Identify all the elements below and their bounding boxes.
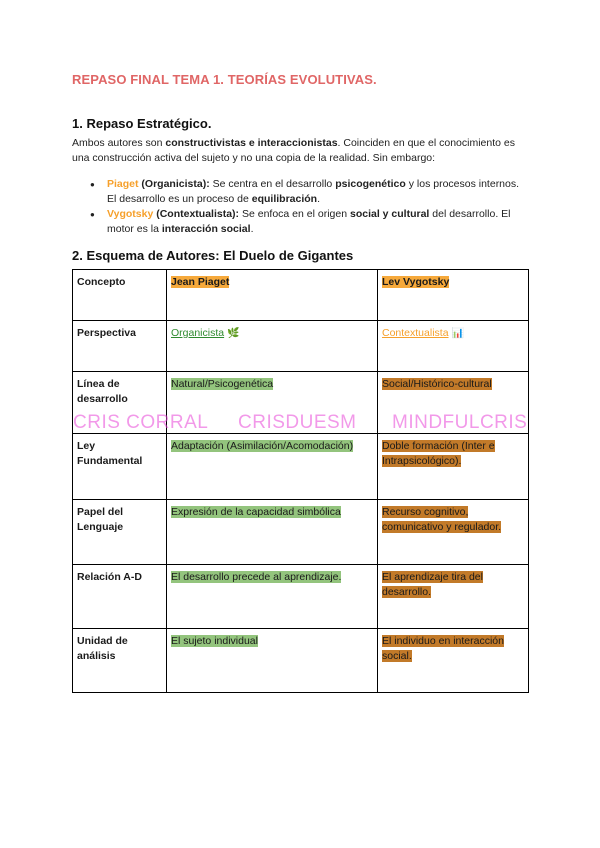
vygotsky-cell [378, 372, 529, 434]
piaget-cell [167, 629, 378, 693]
vygotsky-value: Recurso cognitivo, comunicativo y regulador. [382, 506, 502, 533]
vygotsky-text-3: . [250, 223, 254, 235]
plant-icon: 🌿 [227, 328, 240, 339]
piaget-cell [167, 372, 378, 434]
piaget-qualifier: (Organicista): [138, 178, 210, 190]
piaget-cell [167, 500, 378, 565]
row-label-cell [73, 629, 167, 693]
watermark-text: CRISDUESM [238, 412, 357, 433]
header-piaget [167, 270, 378, 321]
table-row [73, 565, 529, 629]
contextualista-link[interactable]: Contextualista [382, 327, 449, 339]
table-row [73, 500, 529, 565]
row-label: Unidad de análisis [77, 635, 128, 662]
row-label: Perspectiva [77, 327, 136, 339]
vygotsky-value: El aprendizaje tira del desarrollo. [382, 571, 483, 598]
vygotsky-text-1: Se enfoca en el origen [239, 208, 350, 220]
piaget-cell [167, 565, 378, 629]
row-label: Ley Fundamental [77, 440, 143, 467]
piaget-bold-1: psicogenético [335, 178, 406, 190]
piaget-value: El sujeto individual [171, 635, 258, 647]
vygotsky-cell [378, 629, 529, 693]
row-label: Papel del Lenguaje [77, 506, 124, 533]
row-label: Relación A-D [77, 571, 142, 583]
authors-table [72, 269, 529, 693]
bullet-vygotsky [90, 207, 530, 237]
table-row [73, 321, 529, 372]
intro-text-1: Ambos autores son [72, 137, 166, 149]
piaget-text-1: Se centra en el desarrollo [209, 178, 336, 190]
chart-icon: 📊 [451, 328, 464, 339]
row-label: Línea de desarrollo [77, 378, 128, 405]
row-label-cell [73, 321, 167, 372]
piaget-value: Adaptación (Asimilación/Acomodación) [171, 440, 354, 452]
vygotsky-value: Social/Histórico-cultural [382, 378, 492, 390]
intro-paragraph [72, 136, 532, 166]
vygotsky-bold-1: social y cultural [349, 208, 430, 220]
vygotsky-cell [378, 500, 529, 565]
piaget-text-3: . [317, 193, 321, 205]
row-label-cell [73, 434, 167, 500]
document-title: REPASO FINAL TEMA 1. TEORÍAS EVOLUTIVAS. [72, 72, 377, 87]
vygotsky-value: Doble formación (Inter e Intrapsicológico). [382, 440, 495, 467]
section-1-heading: 1. Repaso Estratégico. [72, 116, 212, 131]
vygotsky-value: El individuo en interacción social. [382, 635, 504, 662]
header-vygotsky-label: Lev Vygotsky [382, 276, 450, 288]
vygotsky-cell [378, 321, 529, 372]
table-row [73, 372, 529, 434]
row-label-cell [73, 565, 167, 629]
intro-bold: constructivistas e interaccionistas [165, 137, 338, 149]
vygotsky-text-2: del desarrollo. El motor es la [107, 208, 511, 235]
piaget-bold-2: equilibración [251, 193, 318, 205]
table-row [73, 629, 529, 693]
vygotsky-cell [378, 434, 529, 500]
watermark-text: CRIS CORRAL [73, 412, 209, 433]
intro-text-2: . Coinciden en que el conocimiento es una construcción activa del sujeto y no una copia de la realidad. Sin embargo: [72, 137, 515, 164]
piaget-cell [167, 321, 378, 372]
header-concept-label: Concepto [77, 276, 126, 288]
section-2-heading: 2. Esquema de Autores: El Duelo de Gigantes [72, 248, 354, 263]
table-header-row [73, 270, 529, 321]
row-label-cell [73, 372, 167, 434]
piaget-value: Natural/Psicogenética [171, 378, 274, 390]
header-piaget-label: Jean Piaget [171, 276, 230, 288]
vygotsky-name: Vygotsky [107, 208, 154, 220]
row-label-cell [73, 500, 167, 565]
header-concept [73, 270, 167, 321]
vygotsky-bold-2: interacción social [161, 223, 251, 235]
piaget-value: Expresión de la capacidad simbólica [171, 506, 341, 518]
watermark-text: MINDFULCRIS [392, 412, 528, 433]
bullet-piaget [90, 177, 530, 207]
table-row [73, 434, 529, 500]
piaget-cell [167, 434, 378, 500]
piaget-value: El desarrollo precede al aprendizaje. [171, 571, 342, 583]
organicista-link[interactable]: Organicista [171, 327, 225, 339]
vygotsky-qualifier: (Contextualista): [153, 208, 240, 220]
piaget-text-2: y los procesos internos. El desarrollo es un proceso de [107, 178, 520, 205]
header-vygotsky [378, 270, 529, 321]
vygotsky-cell [378, 565, 529, 629]
piaget-name: Piaget [107, 178, 139, 190]
author-bullet-list [90, 177, 530, 237]
